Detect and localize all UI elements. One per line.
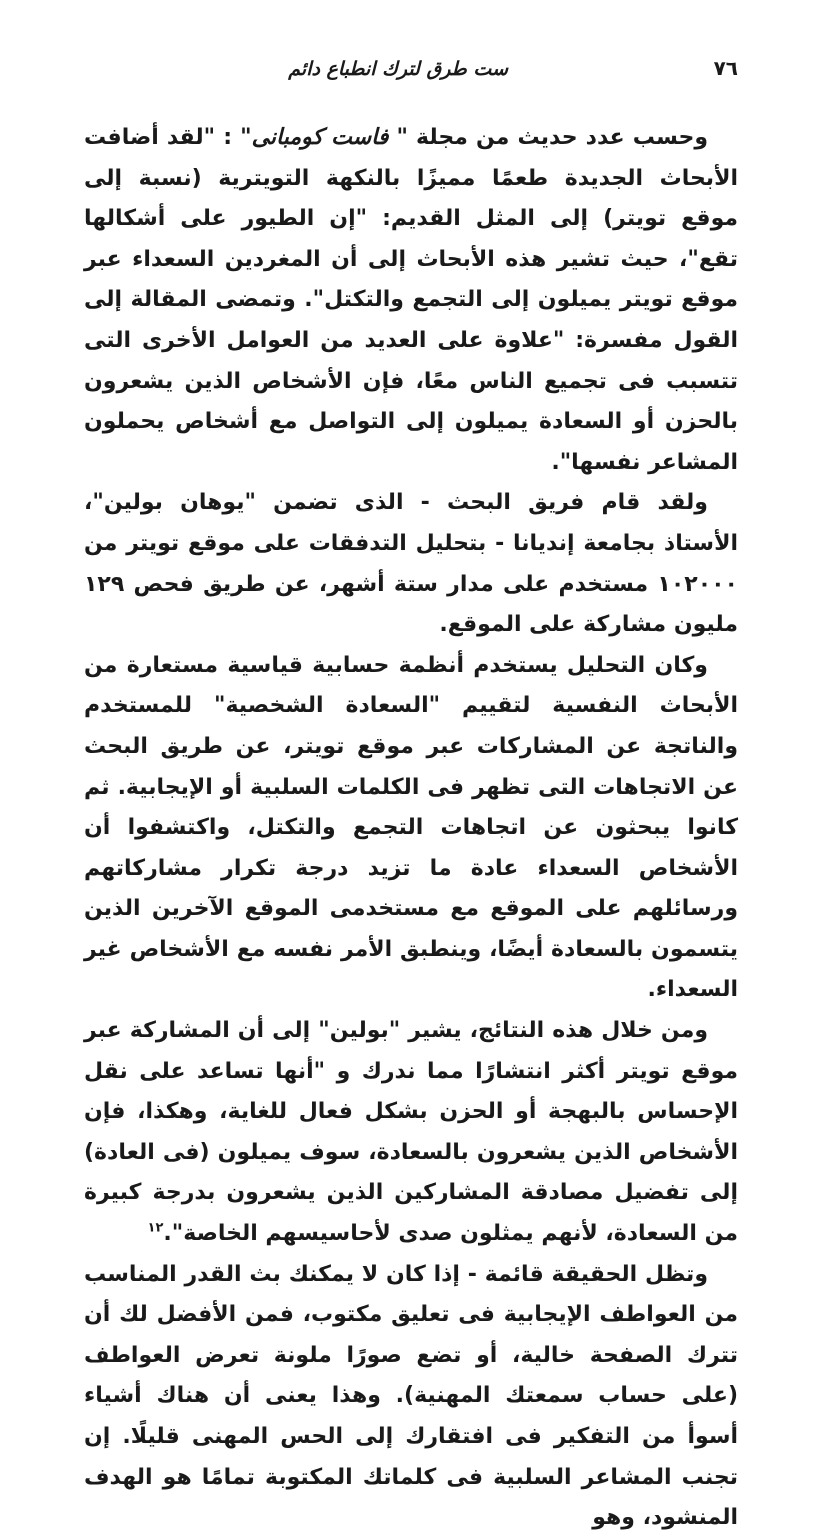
paragraph — [84, 118, 738, 483]
magazine-title: " فاست كومبانى" — [240, 125, 408, 150]
running-title: ست طرق لترك انطباع دائم — [288, 58, 508, 80]
running-header — [96, 56, 738, 86]
paragraph-text: ومن خلال هذه النتائج، يشير "بولين" إلى أن المشاركة عبر موقع تويتر أكثر انتشارًا مما ندرك و "أنها تساعد على نقل الإحساس بالبهجة أو الحزن بشكل فعال للغاية، وهكذا، فإن الأشخاص الذين يشعرون بالسعادة، سوف يميلون (فى العادة) إلى تفضيل مصادقة المشاركين الذين يشعرون بدرجة كبيرة من السعادة، لأنهم يمثلون صدى لأحاسيسهم الخاصة". — [84, 1018, 738, 1247]
footnote-marker: ١٢ — [147, 1220, 164, 1236]
page-number: ٧٦ — [713, 56, 738, 80]
paragraph — [84, 1255, 738, 1539]
paragraph-text: : "لقد أضافت الأبحاث الجديدة طعمًا مميزًا بالنكهة التويترية (نسبة إلى موقع تويتر) إلى المثل القديم: "إن الطيور على أشكالها تقع"، حيث تشير هذه الأبحاث إلى أن المغردين السعداء عبر موقع تويتر يميلون إلى التجمع والتكتل". وتمضى المقالة إلى القول مفسرة: "علاوة على العديد من العوامل الأخرى التى تتسبب فى تجميع الناس معًا، فإن الأشخاص الذين يشعرون بالحزن أو السعادة يميلون إلى التواصل مع أشخاص يحملون المشاعر نفسها". — [84, 125, 738, 475]
paragraph — [84, 483, 738, 645]
paragraph-text: وتظل الحقيقة قائمة - إذا كان لا يمكنك بث القدر المناسب من العواطف الإيجابية فى تعليق مكتوب، فمن الأفضل لك أن تترك الصفحة خالية، أو تضع صورًا ملونة تعرض العواطف (على حساب سمعتك المهنية). وهذا يعنى أن هناك أشياء أسوأ من التفكير فى افتقارك إلى الحس المهنى قليلًا. إن تجنب المشاعر السلبية فى كلماتك المكتوبة تمامًا هو الهدف المنشود، وهو — [84, 1261, 738, 1531]
paragraph — [84, 646, 738, 1011]
paragraph-text: وكان التحليل يستخدم أنظمة حسابية قياسية مستعارة من الأبحاث النفسية لتقييم "السعادة الشخصية" للمستخدم والناتجة عن المشاركات عبر موقع تويتر، عن طريق البحث عن الاتجاهات التى تظهر فى الكلمات السلبية أو الإيجابية. ثم كانوا يبحثون عن اتجاهات التجمع والتكتل، واكتشفوا أن الأشخاص السعداء عادة ما تزيد درجة تكرار مشاركاتهم ورسائلهم على الموقع مع مستخدمى الموقع الآخرين الذين يتسمون بالسعادة أيضًا، وينطبق الأمر نفسه مع الأشخاص غير السعداء. — [84, 652, 738, 1003]
paragraph-text: ولقد قام فريق البحث - الذى تضمن "يوهان بولين"، الأستاذ بجامعة إنديانا - بتحليل التدفقات على موقع تويتر من ١٠٢٠٠٠ مستخدم على مدار ستة أشهر، عن طريق فحص ١٢٩ مليون مشاركة على الموقع. — [84, 490, 738, 638]
body-text — [84, 118, 738, 1539]
paragraph-text: وحسب عدد حديث من مجلة — [416, 125, 708, 150]
paragraph — [84, 1011, 738, 1255]
